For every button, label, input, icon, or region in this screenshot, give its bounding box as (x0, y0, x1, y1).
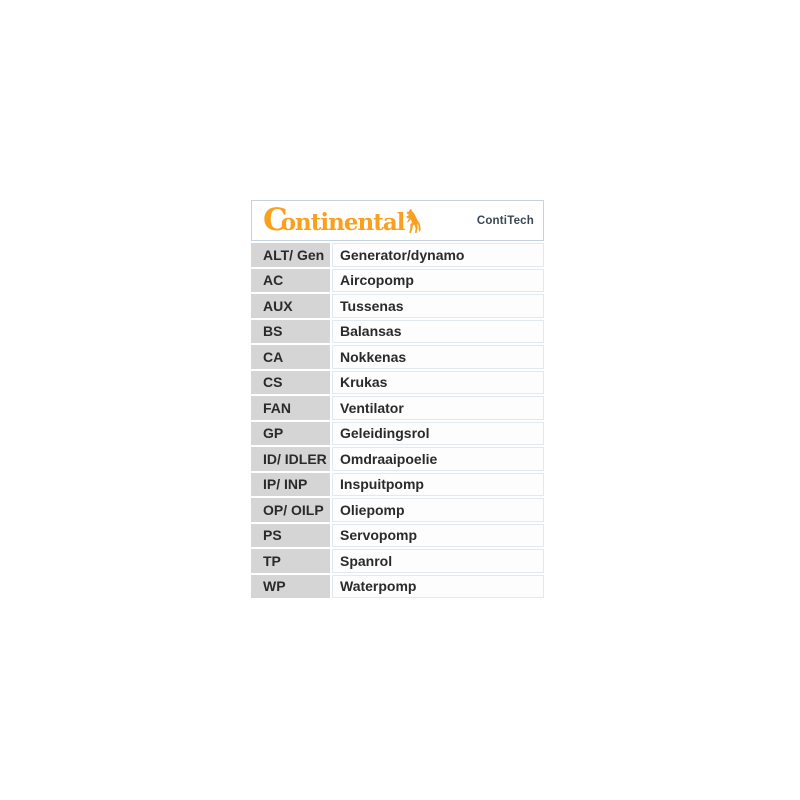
table-row (251, 320, 544, 344)
table-row (251, 524, 544, 548)
logo-wordmark: ontinental (280, 209, 405, 236)
desc-cell: Tussenas (332, 294, 544, 318)
abbr-cell: OP/ OILP (251, 498, 330, 522)
table-row (251, 243, 544, 267)
desc-cell: Spanrol (332, 549, 544, 573)
abbr-cell: IP/ INP (251, 473, 330, 497)
desc-cell: Oliepomp (332, 498, 544, 522)
abbr-cell: BS (251, 320, 330, 344)
abbr-cell: ID/ IDLER (251, 447, 330, 471)
abbr-cell: ALT/ Gen (251, 243, 330, 267)
desc-cell: Waterpomp (332, 575, 544, 599)
table-row (251, 549, 544, 573)
desc-cell: Balansas (332, 320, 544, 344)
abbr-cell: CA (251, 345, 330, 369)
table-row (251, 422, 544, 446)
table-row (251, 498, 544, 522)
desc-cell: Ventilator (332, 396, 544, 420)
abbr-cell: FAN (251, 396, 330, 420)
continental-logo (263, 202, 422, 238)
desc-cell: Omdraaipoelie (332, 447, 544, 471)
abbr-cell: WP (251, 575, 330, 599)
desc-cell: Krukas (332, 371, 544, 395)
rearing-horse-icon (406, 209, 422, 233)
abbr-cell: AC (251, 269, 330, 293)
desc-cell: Inspuitpomp (332, 473, 544, 497)
brand-header (251, 200, 544, 241)
table-row (251, 269, 544, 293)
table-row (251, 447, 544, 471)
desc-cell: Geleidingsrol (332, 422, 544, 446)
abbr-cell: CS (251, 371, 330, 395)
table-row (251, 294, 544, 318)
table-row (251, 345, 544, 369)
table-row (251, 473, 544, 497)
desc-cell: Aircopomp (332, 269, 544, 293)
table-row (251, 575, 544, 599)
desc-cell: Nokkenas (332, 345, 544, 369)
table-row (251, 396, 544, 420)
abbreviation-table (251, 243, 544, 598)
abbr-cell: AUX (251, 294, 330, 318)
desc-cell: Generator/dynamo (332, 243, 544, 267)
desc-cell: Servopomp (332, 524, 544, 548)
contitech-legend-card (251, 200, 544, 598)
logo-initial: C (263, 202, 288, 238)
abbr-cell: GP (251, 422, 330, 446)
abbr-cell: TP (251, 549, 330, 573)
contitech-wordmark: ContiTech (476, 214, 534, 227)
table-row (251, 371, 544, 395)
abbr-cell: PS (251, 524, 330, 548)
